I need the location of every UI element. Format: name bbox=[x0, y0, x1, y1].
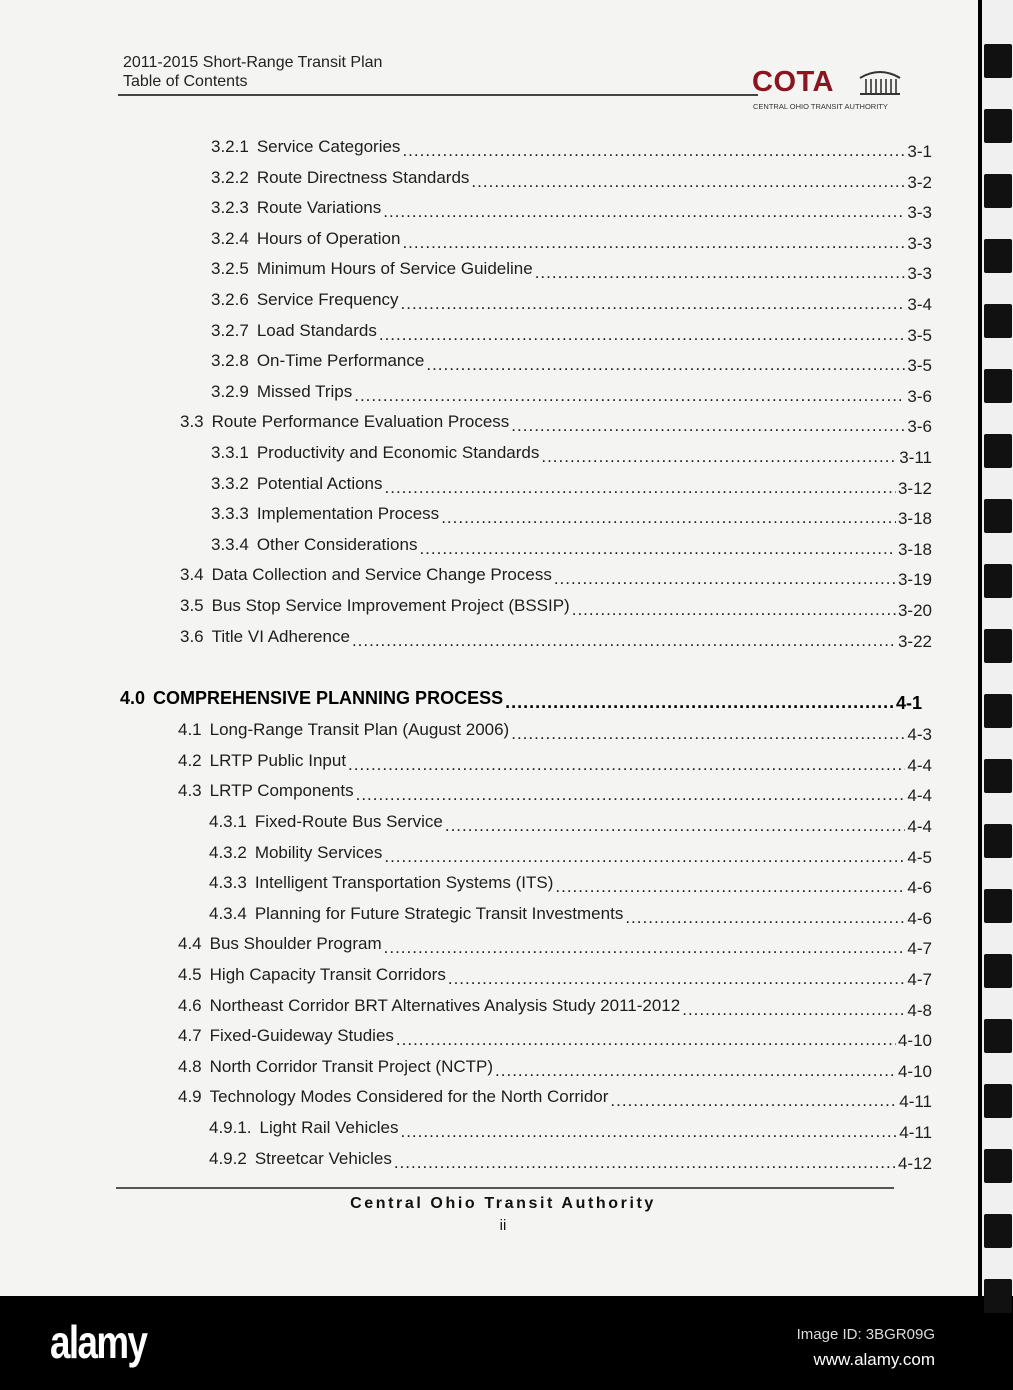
toc-entry bbox=[178, 1021, 932, 1051]
toc-leader bbox=[511, 416, 905, 436]
toc-leader bbox=[555, 877, 905, 897]
toc-entry bbox=[211, 316, 932, 346]
toc-entry bbox=[211, 438, 932, 468]
toc-title: Route Performance Evaluation Process bbox=[211, 412, 510, 432]
toc-title: Hours of Operation bbox=[256, 228, 401, 248]
watermark-site: www.alamy.com bbox=[813, 1350, 935, 1369]
toc-leader bbox=[384, 938, 906, 958]
toc-number: 3.5 bbox=[180, 596, 204, 615]
toc-title: Other Considerations bbox=[256, 534, 418, 554]
header-subtitle: Table of Contents bbox=[123, 73, 248, 90]
page-number: ii bbox=[499, 1217, 507, 1234]
toc-page: 3-1 bbox=[907, 142, 932, 161]
toc-number: 3.4 bbox=[180, 565, 204, 585]
toc-leader bbox=[352, 631, 896, 651]
binding-ring bbox=[984, 564, 1012, 598]
toc-title: Streetcar Vehicles bbox=[254, 1148, 392, 1168]
toc-title: Long-Range Transit Plan (August 2006) bbox=[209, 720, 510, 740]
toc-page: 4-1 bbox=[895, 692, 922, 713]
toc-title: Implementation Process bbox=[256, 504, 440, 524]
toc-title: Northeast Corridor BRT Alternatives Analysis Study 2011-2012 bbox=[209, 995, 681, 1015]
toc-page: 3-3 bbox=[907, 233, 932, 253]
toc-entry bbox=[211, 224, 932, 254]
toc-title: On-Time Performance bbox=[256, 351, 425, 371]
toc-entry bbox=[209, 1144, 932, 1174]
toc-title: Intelligent Transportation Systems (ITS) bbox=[254, 873, 554, 893]
toc-page: 3-3 bbox=[907, 203, 932, 223]
toc-leader bbox=[495, 1061, 896, 1081]
toc-number: 3.6 bbox=[180, 626, 204, 646]
toc-leader bbox=[505, 692, 894, 713]
toc-entry bbox=[211, 285, 932, 315]
toc-leader bbox=[554, 569, 896, 589]
binding-ring bbox=[984, 44, 1012, 78]
toc-entry bbox=[180, 560, 932, 590]
toc-leader bbox=[625, 908, 905, 928]
toc-leader bbox=[396, 1030, 896, 1050]
binding-ring bbox=[984, 1279, 1012, 1313]
toc-entry bbox=[180, 591, 932, 621]
toc-entry bbox=[178, 991, 932, 1021]
toc-entry bbox=[178, 746, 932, 776]
toc-page: 3-19 bbox=[897, 570, 932, 590]
toc-title: LRTP Public Input bbox=[209, 750, 347, 770]
toc-page: 3-2 bbox=[907, 172, 932, 192]
toc-leader bbox=[385, 478, 896, 498]
toc-entry bbox=[211, 254, 932, 284]
toc-entry bbox=[178, 960, 932, 990]
toc-page: 4-6 bbox=[907, 878, 932, 898]
toc-number: 4.3.4 bbox=[209, 903, 247, 923]
toc-number: 4.5 bbox=[178, 965, 202, 984]
toc-leader bbox=[572, 600, 896, 620]
toc-page: 4-8 bbox=[907, 1000, 932, 1020]
toc-entry bbox=[209, 868, 932, 898]
binding-ring bbox=[984, 304, 1012, 338]
toc-page: 4-4 bbox=[907, 755, 932, 775]
toc-title: Minimum Hours of Service Guideline bbox=[256, 259, 533, 279]
toc-page: 4-5 bbox=[907, 847, 932, 867]
toc-number: 3.2.4 bbox=[211, 228, 249, 248]
toc-number: 3.3 bbox=[180, 412, 204, 432]
toc-title: Bus Stop Service Improvement Project (BSSIP) bbox=[211, 596, 570, 615]
binding-ring bbox=[984, 174, 1012, 208]
toc-leader bbox=[535, 263, 906, 283]
toc-page: 3-3 bbox=[907, 264, 932, 284]
binding-ring bbox=[984, 499, 1012, 533]
binding-ring bbox=[984, 629, 1012, 663]
toc-number: 4.9.1. bbox=[209, 1118, 252, 1137]
toc-number: 4.4 bbox=[178, 934, 202, 954]
binding-ring bbox=[984, 694, 1012, 728]
capitol-dome-icon bbox=[858, 68, 902, 96]
toc-leader bbox=[383, 202, 905, 222]
toc-number: 3.2.5 bbox=[211, 259, 249, 279]
toc-leader bbox=[401, 294, 906, 314]
binding-ring bbox=[984, 824, 1012, 858]
spiral-binding bbox=[982, 0, 1013, 1296]
toc-leader bbox=[445, 816, 906, 836]
toc-number: 4.9.2 bbox=[209, 1148, 247, 1168]
toc-entry bbox=[120, 683, 922, 713]
toc-leader bbox=[610, 1091, 897, 1111]
toc-number: 3.2.8 bbox=[211, 351, 249, 371]
binding-ring bbox=[984, 109, 1012, 143]
toc-entry bbox=[211, 469, 932, 499]
toc-number: 4.8 bbox=[178, 1056, 202, 1076]
toc-title: Fixed-Guideway Studies bbox=[209, 1026, 394, 1046]
toc-entry bbox=[178, 715, 932, 745]
footer-rule bbox=[116, 1187, 894, 1189]
toc-title: Planning for Future Strategic Transit Investments bbox=[254, 903, 624, 923]
toc-entry bbox=[211, 163, 932, 193]
toc-leader bbox=[356, 785, 906, 805]
toc-number: 3.2.2 bbox=[211, 167, 249, 187]
toc-number: 3.2.1 bbox=[211, 137, 249, 156]
toc-number: 4.0 bbox=[120, 687, 146, 708]
toc-leader bbox=[448, 969, 906, 989]
toc-entry bbox=[178, 776, 932, 806]
toc-page: 4-10 bbox=[897, 1061, 932, 1081]
toc-leader bbox=[511, 724, 905, 744]
toc-leader bbox=[400, 1122, 897, 1142]
toc-page: 4-7 bbox=[907, 939, 932, 959]
toc-page: 4-6 bbox=[907, 908, 932, 928]
toc-number: 3.2.9 bbox=[211, 381, 249, 401]
toc-entry bbox=[209, 838, 932, 868]
toc-title: Potential Actions bbox=[256, 473, 383, 493]
toc-entry bbox=[209, 899, 932, 929]
toc-leader bbox=[471, 172, 905, 192]
toc-entry bbox=[209, 807, 932, 837]
toc-number: 4.7 bbox=[178, 1026, 202, 1046]
toc-page: 3-22 bbox=[897, 631, 932, 651]
toc-page: 4-4 bbox=[907, 786, 932, 806]
toc-title: Service Frequency bbox=[256, 290, 399, 309]
toc-leader bbox=[379, 325, 906, 345]
toc-page: 3-4 bbox=[907, 295, 932, 314]
toc-entry bbox=[211, 346, 932, 376]
toc-leader bbox=[541, 447, 897, 467]
toc-number: 4.3.2 bbox=[209, 842, 247, 862]
toc-title: Service Categories bbox=[256, 137, 401, 156]
toc-number: 3.2.6 bbox=[211, 290, 249, 309]
toc-page: 3-18 bbox=[897, 509, 932, 529]
toc-page: 4-4 bbox=[907, 817, 932, 836]
toc-leader bbox=[384, 847, 905, 867]
toc-number: 4.1 bbox=[178, 720, 202, 740]
toc-leader bbox=[441, 508, 896, 528]
toc-number: 4.9 bbox=[178, 1087, 202, 1107]
toc-entry bbox=[178, 1082, 932, 1112]
watermark-logo: alamy bbox=[50, 1316, 147, 1368]
toc-title: Route Directness Standards bbox=[256, 167, 470, 187]
toc-title: Light Rail Vehicles bbox=[259, 1118, 399, 1137]
toc-title: Load Standards bbox=[256, 320, 377, 340]
binding-ring bbox=[984, 759, 1012, 793]
toc-number: 3.3.2 bbox=[211, 473, 249, 493]
toc-leader bbox=[394, 1153, 896, 1173]
toc-leader bbox=[402, 233, 905, 253]
toc-page: 4-11 bbox=[899, 1123, 932, 1142]
toc-title: LRTP Components bbox=[209, 781, 354, 801]
toc-title: Fixed-Route Bus Service bbox=[254, 812, 443, 831]
toc-page: 4-3 bbox=[907, 725, 932, 745]
toc-page: 3-11 bbox=[899, 448, 932, 467]
toc-number: 4.2 bbox=[178, 750, 202, 770]
footer-org: Central Ohio Transit Authority bbox=[350, 1195, 656, 1212]
toc-entry bbox=[180, 407, 932, 437]
toc-number: 3.3.1 bbox=[211, 443, 249, 462]
toc-title: Title VI Adherence bbox=[211, 626, 350, 646]
toc-page: 4-7 bbox=[907, 970, 932, 989]
toc-entry bbox=[211, 132, 932, 162]
toc-entry bbox=[178, 929, 932, 959]
toc-page: 3-6 bbox=[907, 417, 932, 437]
toc-number: 4.3 bbox=[178, 781, 202, 801]
toc-entry bbox=[180, 622, 932, 652]
binding-ring bbox=[984, 1149, 1012, 1183]
toc-page: 3-6 bbox=[907, 386, 932, 406]
toc-number: 3.2.7 bbox=[211, 320, 249, 340]
toc-page: 3-12 bbox=[897, 478, 932, 498]
toc-page: 3-5 bbox=[907, 356, 932, 376]
header-title: 2011-2015 Short-Range Transit Plan bbox=[123, 54, 383, 71]
toc-entry bbox=[211, 377, 932, 407]
toc-title: COMPREHENSIVE PLANNING PROCESS bbox=[153, 687, 504, 708]
toc-number: 4.6 bbox=[178, 995, 202, 1015]
toc-entry bbox=[211, 530, 932, 560]
binding-ring bbox=[984, 954, 1012, 988]
toc-leader bbox=[682, 1000, 905, 1020]
toc-title: Mobility Services bbox=[254, 842, 383, 862]
logo-subtitle: CENTRAL OHIO TRANSIT AUTHORITY bbox=[753, 102, 888, 111]
binding-ring bbox=[984, 889, 1012, 923]
toc-page: 3-5 bbox=[907, 325, 932, 345]
toc-title: Productivity and Economic Standards bbox=[256, 443, 540, 462]
toc-entry bbox=[209, 1113, 932, 1143]
toc-title: North Corridor Transit Project (NCTP) bbox=[209, 1056, 494, 1076]
toc-page: 4-11 bbox=[899, 1092, 932, 1112]
toc-entry bbox=[178, 1052, 932, 1082]
toc-number: 4.3.3 bbox=[209, 873, 247, 893]
toc-title: Route Variations bbox=[256, 198, 382, 218]
toc-leader bbox=[348, 755, 905, 775]
image-id: Image ID: 3BGR09G bbox=[796, 1326, 935, 1343]
toc-number: 3.3.4 bbox=[211, 534, 249, 554]
toc-leader bbox=[354, 386, 905, 406]
toc-number: 3.3.3 bbox=[211, 504, 249, 524]
toc-title: Technology Modes Considered for the North Corridor bbox=[209, 1087, 609, 1107]
toc-entry bbox=[211, 193, 932, 223]
toc-leader bbox=[402, 141, 905, 161]
binding-ring bbox=[984, 434, 1012, 468]
logo-word: COTA bbox=[752, 66, 835, 98]
binding-ring bbox=[984, 1019, 1012, 1053]
toc-page: 4-10 bbox=[897, 1031, 932, 1051]
toc-leader bbox=[426, 355, 905, 375]
toc-title: Data Collection and Service Change Process bbox=[211, 565, 552, 585]
cota-logo bbox=[752, 66, 907, 116]
toc-number: 3.2.3 bbox=[211, 198, 249, 218]
toc-page: 3-20 bbox=[897, 601, 932, 620]
toc-page: 3-18 bbox=[897, 539, 932, 559]
binding-ring bbox=[984, 1214, 1012, 1248]
binding-ring bbox=[984, 239, 1012, 273]
toc-leader bbox=[419, 539, 896, 559]
binding-ring bbox=[984, 1084, 1012, 1118]
toc-title: Missed Trips bbox=[256, 381, 353, 401]
toc-title: High Capacity Transit Corridors bbox=[209, 965, 446, 984]
toc-page: 4-12 bbox=[897, 1153, 932, 1173]
toc-number: 4.3.1 bbox=[209, 812, 247, 831]
binding-ring bbox=[984, 369, 1012, 403]
header-rule bbox=[118, 94, 758, 96]
toc-title: Bus Shoulder Program bbox=[209, 934, 382, 954]
toc-entry bbox=[211, 499, 932, 529]
